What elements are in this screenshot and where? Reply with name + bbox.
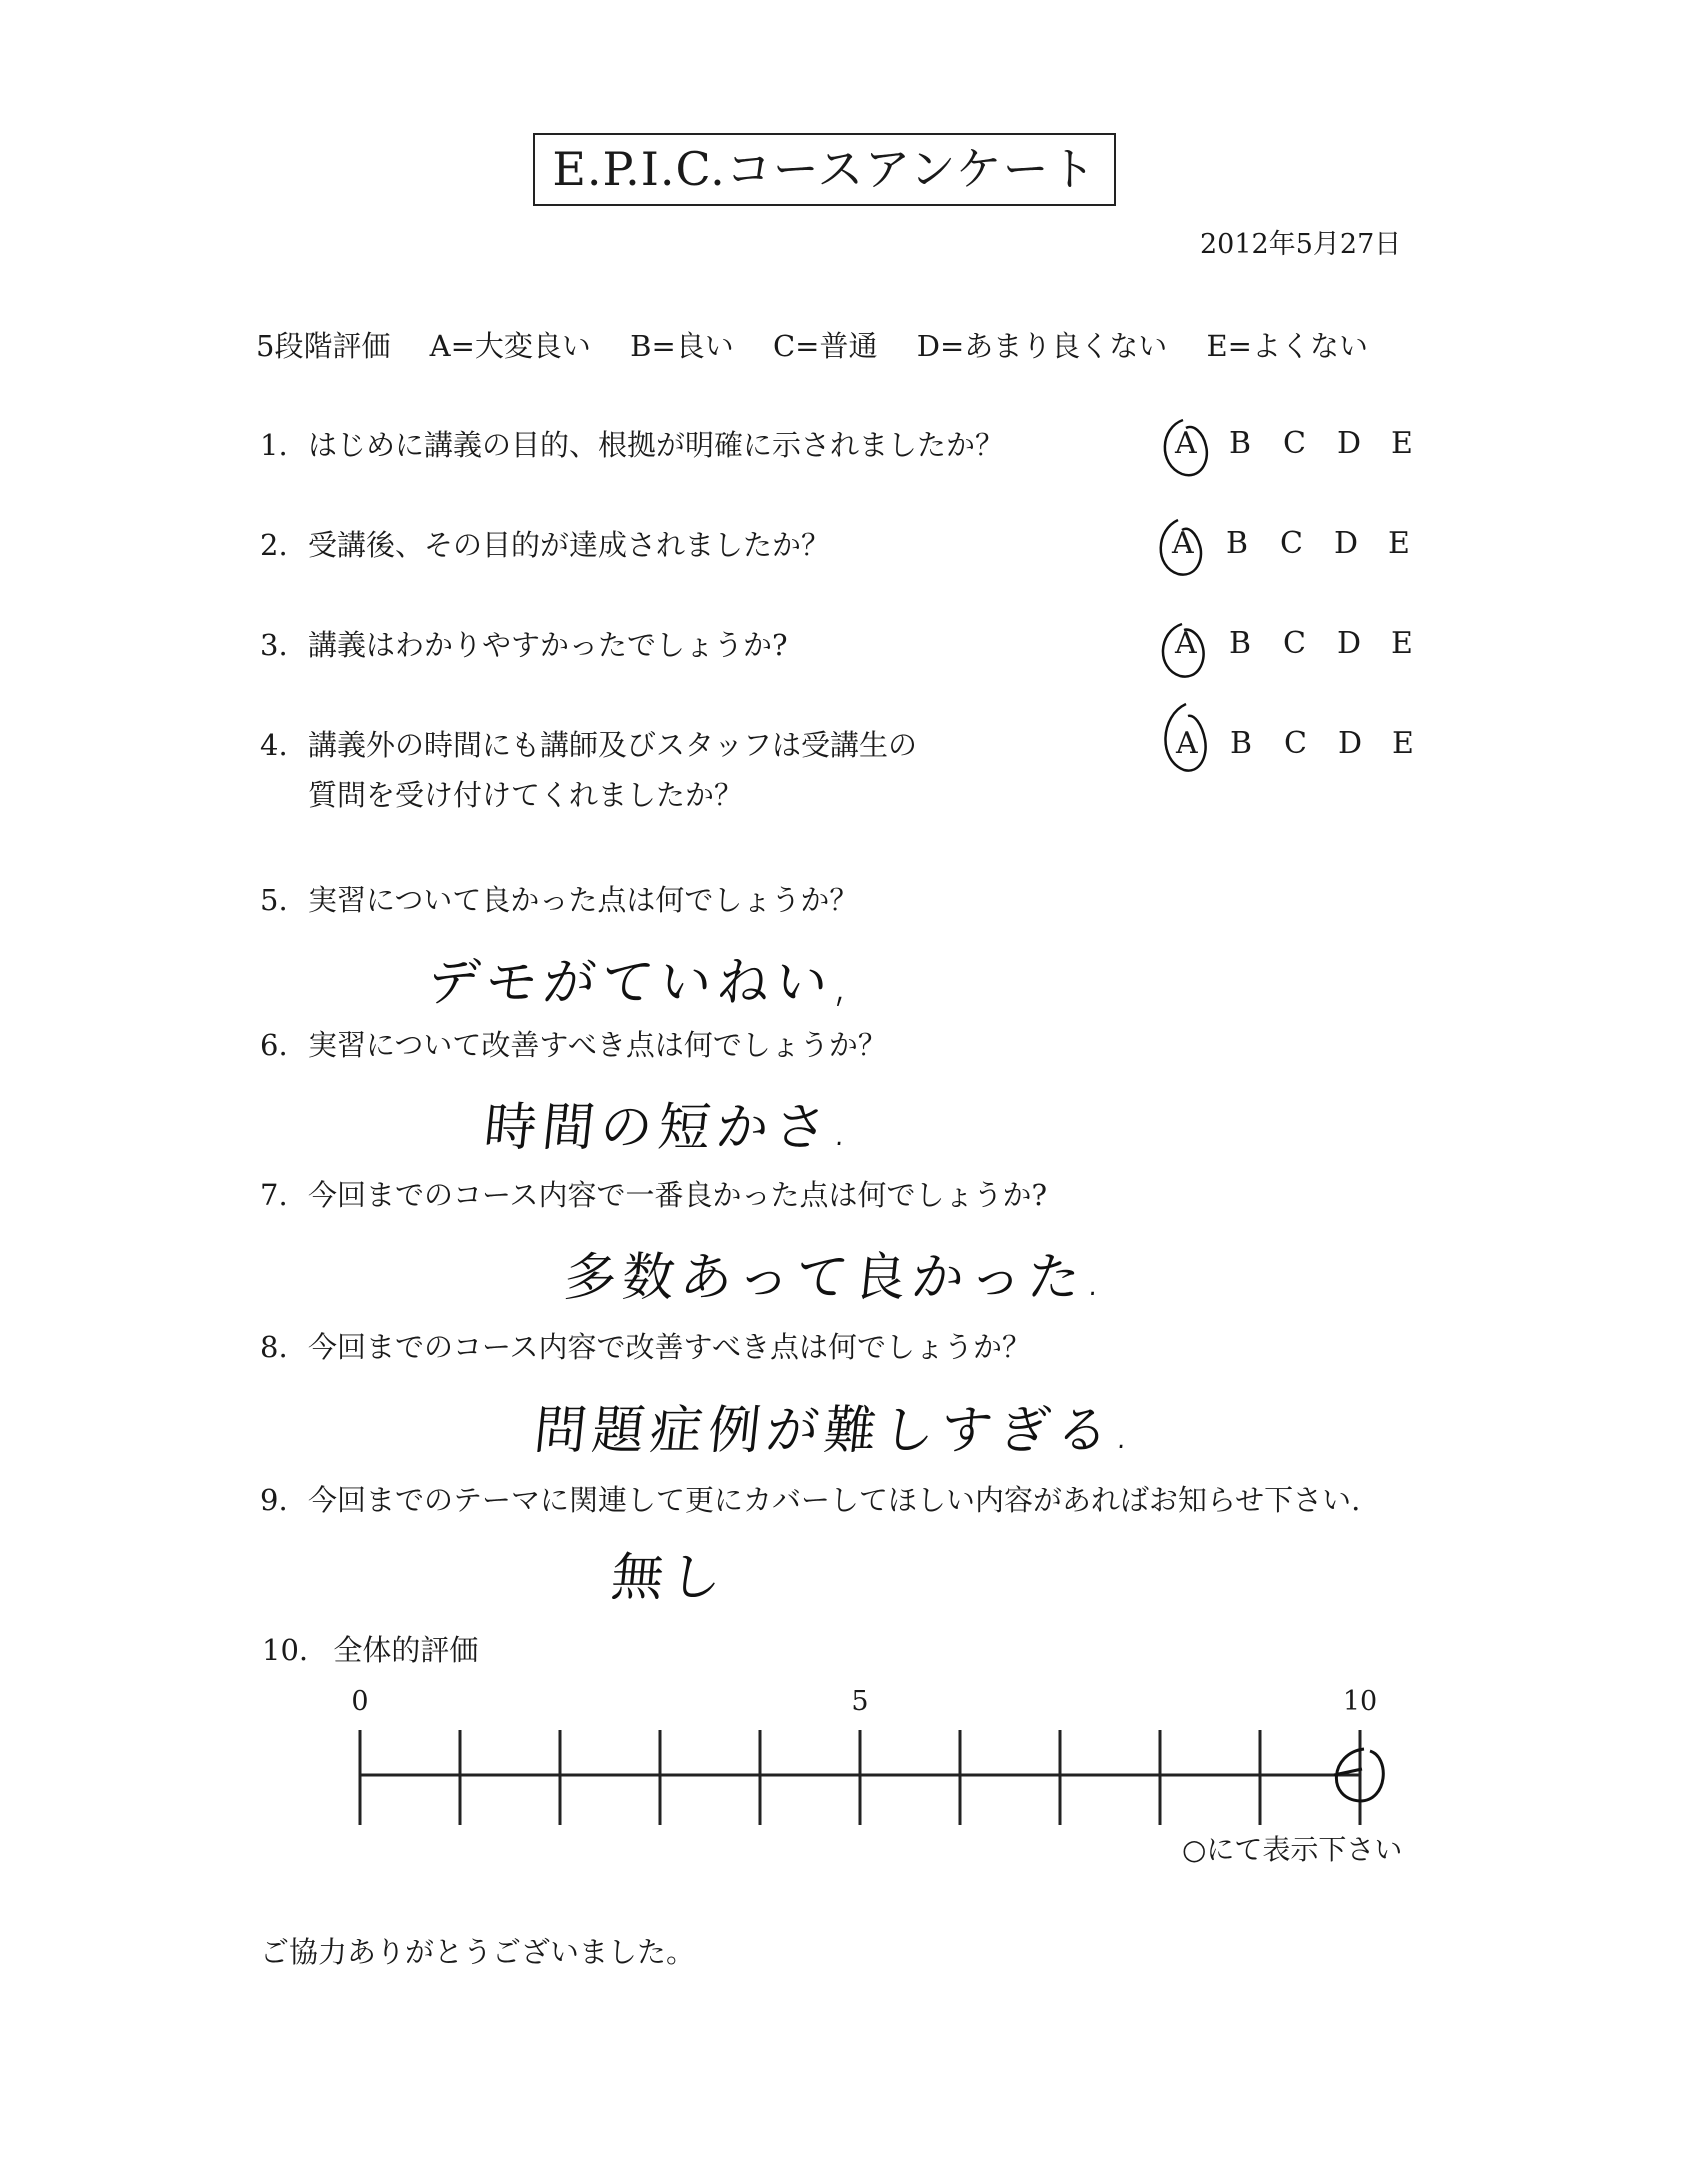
choice-a[interactable]: A xyxy=(1175,626,1197,661)
rating-note: ○にて表示下さい xyxy=(1182,1833,1403,1866)
choice-c[interactable]: C xyxy=(1280,526,1303,561)
question-9: 9. 今回までのテーマに関連して更にカバーしてほしい内容があればお知らせ下さい. xyxy=(260,1483,1361,1517)
scale-description xyxy=(256,324,1398,365)
answer-8: 問題症例が難しすぎる. xyxy=(531,1401,1141,1461)
scale-label-0: 0 xyxy=(351,1686,369,1717)
question-8-text: 今回までのコース内容で改善すべき点は何でしょうか？ xyxy=(308,1330,1031,1364)
question-6: 6. 実習について改善すべき点は何でしょうか？ xyxy=(260,1028,887,1062)
grade-d: D=あまり良くない xyxy=(916,329,1168,363)
grade-a: A=大変良い xyxy=(429,329,591,363)
choice-e[interactable]: E xyxy=(1391,626,1413,661)
choice-c[interactable]: C xyxy=(1283,426,1306,461)
grade-b: B=良い xyxy=(630,329,734,363)
choice-b[interactable]: B xyxy=(1226,526,1249,561)
answer-9: 無し xyxy=(608,1548,731,1608)
question-10-label: 全体的評価 xyxy=(333,1633,479,1667)
choices-q2 xyxy=(1172,526,1442,561)
question-4-text-cont: 質問を受け付けてくれましたか？ xyxy=(308,778,744,812)
choice-e[interactable]: E xyxy=(1392,726,1414,761)
choice-b[interactable]: B xyxy=(1229,626,1252,661)
choice-b[interactable]: B xyxy=(1229,426,1252,461)
scale-prefix: 5段階評価 xyxy=(256,329,391,363)
choice-a[interactable]: A xyxy=(1175,426,1197,461)
survey-date: 2012年5月27日 xyxy=(1200,229,1402,260)
choice-d[interactable]: D xyxy=(1334,526,1359,561)
survey-title: E.P.I.C.コースアンケート xyxy=(533,133,1116,206)
question-3-text: 講義はわかりやすかったでしょうか? xyxy=(308,628,788,662)
scale-label-5: 5 xyxy=(851,1686,869,1717)
question-5-text: 実習について良かった点は何でしょうか？ xyxy=(308,883,859,917)
question-2-text: 受講後、その目的が達成されましたか？ xyxy=(308,528,831,562)
answer-5: デモがていねい, xyxy=(424,953,860,1013)
choice-d[interactable]: D xyxy=(1337,426,1362,461)
choices-q3 xyxy=(1175,626,1445,661)
question-5: 5. 実習について良かった点は何でしょうか？ xyxy=(260,883,859,917)
choice-d[interactable]: D xyxy=(1338,726,1363,761)
answer-7: 多数あって良かった. xyxy=(561,1248,1112,1308)
question-1-text: はじめに講義の目的、根拠が明確に示されましたか？ xyxy=(308,428,1005,462)
question-4-text: 講義外の時間にも講師及びスタッフは受講生の xyxy=(308,728,918,762)
answer-6: 時間の短かさ. xyxy=(481,1098,859,1158)
choice-e[interactable]: E xyxy=(1391,426,1413,461)
grade-c: C=普通 xyxy=(772,329,878,363)
choices-q1 xyxy=(1175,426,1445,461)
choice-e[interactable]: E xyxy=(1388,526,1410,561)
choice-a[interactable]: A xyxy=(1176,726,1198,761)
question-8: 8. 今回までのコース内容で改善すべき点は何でしょうか？ xyxy=(260,1330,1031,1364)
question-3: 3. 講義はわかりやすかったでしょうか? xyxy=(260,628,788,662)
question-7: 7. 今回までのコース内容で一番良かった点は何でしょうか? xyxy=(260,1178,1048,1212)
choice-c[interactable]: C xyxy=(1283,626,1306,661)
choice-c[interactable]: C xyxy=(1284,726,1307,761)
scale-label-10: 10 xyxy=(1342,1686,1378,1717)
question-4: 4. 講義外の時間にも講師及びスタッフは受講生の 質問を受け付けてくれましたか？ xyxy=(260,720,917,820)
choices-q4 xyxy=(1176,726,1446,761)
question-10-num: 10. xyxy=(262,1633,309,1667)
choice-a[interactable]: A xyxy=(1172,526,1194,561)
question-10 xyxy=(262,1625,478,1675)
question-9-text: 今回までのテーマに関連して更にカバーしてほしい内容があればお知らせ下さい. xyxy=(308,1483,1361,1517)
choice-d[interactable]: D xyxy=(1337,626,1362,661)
question-1: 1. はじめに講義の目的、根拠が明確に示されましたか？ xyxy=(260,428,1005,462)
question-6-text: 実習について改善すべき点は何でしょうか？ xyxy=(308,1028,887,1062)
grade-e: E=よくない xyxy=(1206,329,1368,363)
question-2: 2. 受講後、その目的が達成されましたか？ xyxy=(260,528,831,562)
rating-scale[interactable] xyxy=(300,1680,1420,1840)
choice-b[interactable]: B xyxy=(1230,726,1253,761)
question-7-text: 今回までのコース内容で一番良かった点は何でしょうか? xyxy=(308,1178,1048,1212)
closing-message: ご協力ありがとうございました。 xyxy=(260,1935,696,1969)
